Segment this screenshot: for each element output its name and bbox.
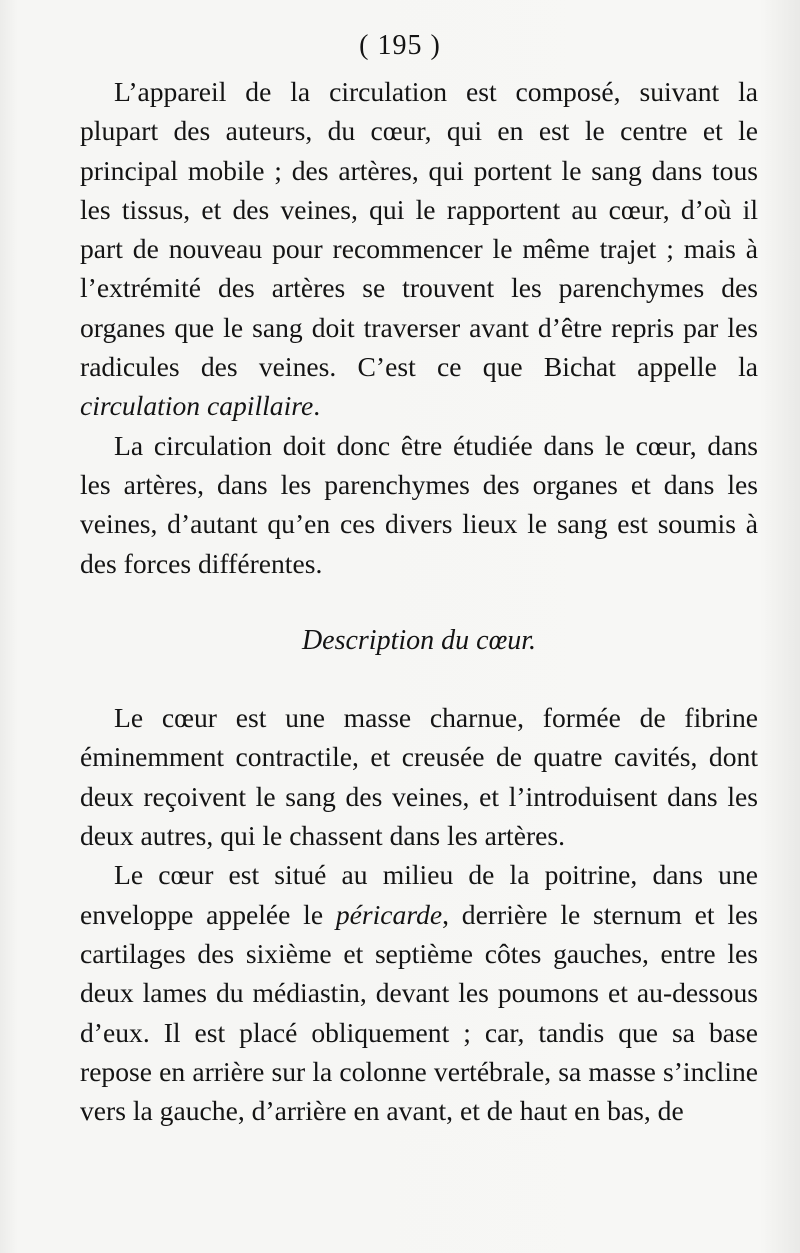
paragraph-text: Le cœur est situé au milieu de la poitrine, dans une enveloppe appelée le: [80, 859, 758, 930]
section-heading: Description du cœur.: [301, 624, 537, 656]
page-number: ( 195 ): [359, 30, 441, 61]
paragraph-tail: .: [313, 390, 321, 422]
paragraph-circulation-intro: [80, 72, 758, 426]
body-text: [80, 72, 758, 1130]
paragraph-text: L’appareil de la circulation est composé, suivant la plupart des auteurs, du cœur, qui en est le centre et le principal mobile ; des artères, qui portent le sang dans tous les tissus, et des veines, qui le rapportent au cœur, d’où il part de nouveau pour recommencer le même trajet ; mais à l’extrémité des artères se trouvent les parenchymes des organes que le sang doit traverser avant d’être repris par les radicules des veines. C’est ce que Bichat appelle la: [80, 76, 758, 383]
paragraph-heart-definition: [80, 698, 758, 855]
paragraph-text-continued: , derrière le sternum et les cartilages des sixième et septième côtes gauches, entre les deux lames du médiastin, devant les poumons et au-dessous d’eux. Il est placé obliquement ; car, tandis que sa base repose en arrière sur la colonne vertébrale, sa masse s’incline vers la gauche, d’arrière en avant, et de haut en bas, de: [80, 898, 758, 1127]
paragraph-heart-position: [80, 855, 758, 1130]
paragraph-text: Le cœur est une masse charnue, formée de fibrine éminemment contractile, et creusée de quatre cavités, dont deux reçoivent le sang des veines, et l’introduisent dans les deux autres, qui le chassent dans les artères.: [80, 702, 758, 852]
italic-term: circulation capillaire: [80, 390, 314, 422]
paragraph-circulation-study: [80, 426, 758, 583]
italic-term: péricarde: [335, 898, 443, 930]
paragraph-text: La circulation doit donc être étudiée dans le cœur, dans les artères, dans les parenchymes des organes et dans les veines, d’autant qu’en ces divers lieux le sang est soumis à des forces différentes.: [80, 429, 758, 579]
